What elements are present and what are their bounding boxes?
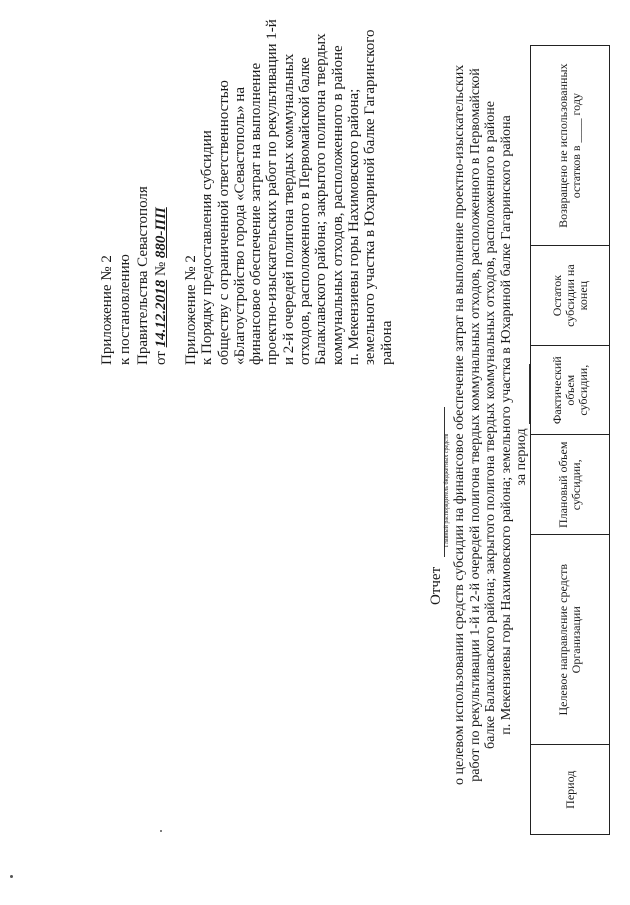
order-line: и 2-й очередей полигона твердых коммунальных	[280, 53, 297, 365]
date-prefix: от	[153, 351, 169, 365]
order-line: обществу с ограниченной ответственностью	[215, 80, 232, 365]
purpose-line: работ по рекультивации 1-й и 2-й очередей полигона твердых коммунальных отходов, расположенного в Первомайской	[467, 68, 483, 782]
number-value: 880-ПП	[153, 207, 169, 259]
report-purpose	[452, 65, 530, 785]
header-cell-remainder: Остаток субсидии на конец	[531, 246, 610, 346]
order-appendix-block	[183, 19, 395, 365]
appendix-header	[98, 65, 170, 365]
appendix-line1: Приложение № 2	[99, 255, 115, 365]
period-label: за период	[514, 428, 530, 486]
order-line: проектно-изыскательских работ по рекультивации 1-й	[264, 19, 281, 365]
number-prefix: №	[153, 261, 169, 277]
order-line: к Порядку предоставления субсидии	[199, 130, 216, 365]
order-line: земельного участка в Юхариной балке Гагаринского	[362, 29, 379, 365]
scan-speck	[160, 830, 162, 832]
report-title: Отчет	[428, 566, 444, 605]
blank-caption: Главный распорядитель бюджетных средств	[444, 433, 450, 548]
recipient-blank	[430, 407, 450, 557]
order-line: отходов, расположенного в Первомайской балке	[297, 57, 314, 365]
purpose-line: балке Балаклавского района; закрытого полигона твердых коммунальных отходов, расположенного в районе	[483, 101, 499, 749]
date-value: 14.12.2018	[153, 279, 169, 348]
header-cell-actual: Фактический объем субсидии,	[531, 345, 610, 435]
appendix-line3: Правительства Севастополя	[135, 186, 151, 365]
header-cell-purpose: Целевое направление средств Организации	[531, 535, 610, 745]
period-blank	[517, 364, 530, 424]
period-line	[514, 65, 530, 785]
report-title-line	[428, 325, 450, 605]
appendix-line2: к постановлению	[117, 254, 133, 365]
order-line: Приложение № 2	[183, 255, 199, 365]
report-table	[530, 45, 610, 835]
order-line: финансовое обеспечение затрат на выполнение	[248, 62, 265, 365]
header-cell-planned: Плановый объем субсидии,	[531, 435, 610, 535]
order-line: Балаклавского района; закрытого полигона твердых	[313, 33, 330, 365]
header-cell-returned: Возвращено не использованных остатков в ____ году	[531, 46, 610, 246]
appendix-date-line	[152, 65, 170, 365]
purpose-line: п. Мекензиевы горы Нахимовского района; земельного участка в Юхариной балке Гагаринского района	[498, 115, 514, 735]
order-line: «Благоустройство города «Севастополь» на	[231, 86, 248, 365]
header-cell-period: Период	[531, 745, 610, 835]
table-header-row	[531, 46, 610, 835]
order-line: п. Мекензиевы горы Нахимовского района;	[345, 88, 362, 365]
order-line: коммунальных отходов, расположенного в районе	[329, 45, 346, 365]
purpose-line: о целевом использовании средств субсидии на финансовое обеспечение затрат на выполнение проектно-изыскательских	[452, 64, 467, 785]
scan-speck	[10, 875, 13, 878]
order-line: района	[378, 320, 395, 365]
